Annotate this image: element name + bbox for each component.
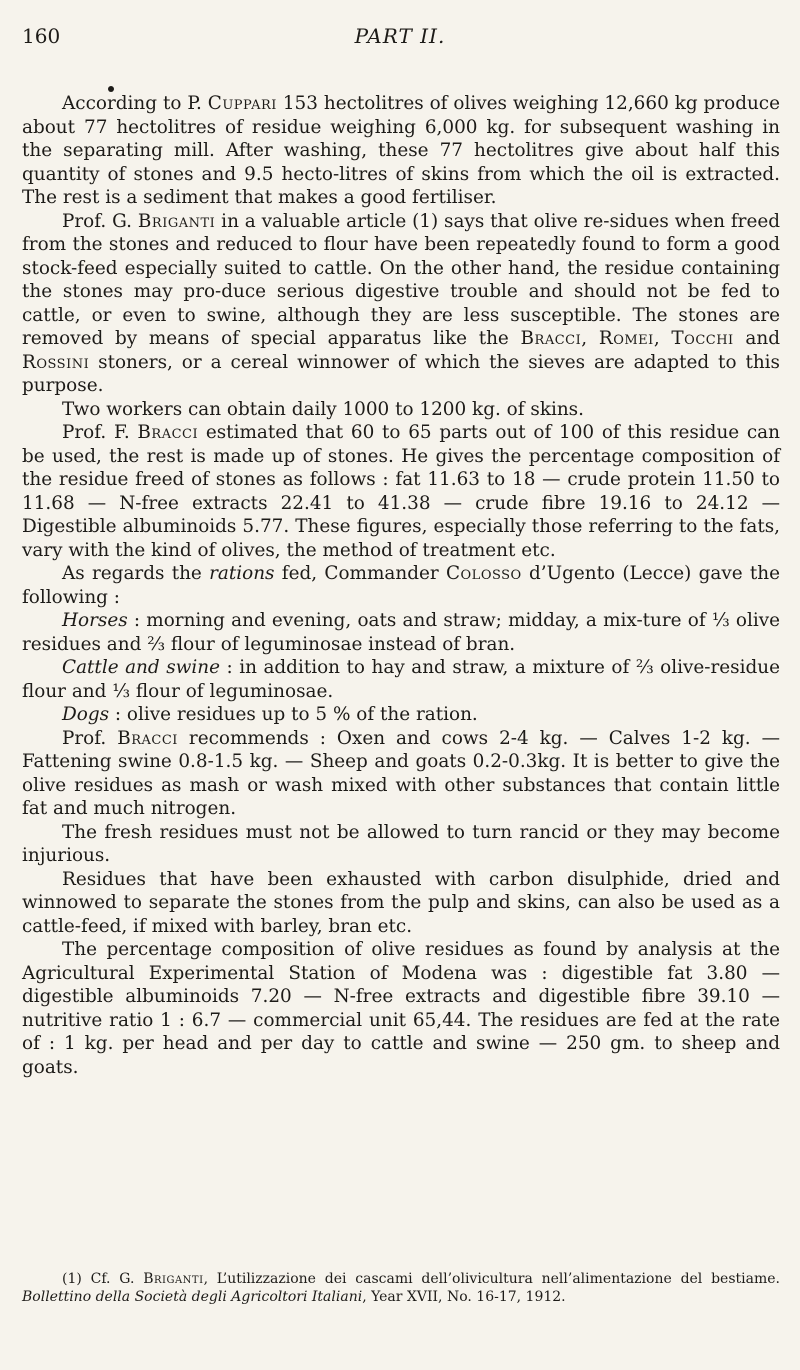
body-text: Dogs xyxy=(62,704,110,725)
body-text: Colosso xyxy=(445,563,522,584)
body-text: : in addition to hay and straw, a mixture of ⅔ olive-residue flour and ⅓ flour of leguminosae. xyxy=(22,657,780,702)
body-text: 153 hectolitres of olives weighing 12,660 kg produce about 77 hectolitres of residue weighing 6,000 kg. for subsequent washing in the separating mill. After washing, these 77 hectolitres give about half this quantity of stones and 9.5 hecto-litres of skins from which the oil is extracted. The rest is a sediment that makes a good fertiliser. xyxy=(22,93,780,208)
body-paragraph xyxy=(22,656,780,703)
body-paragraph xyxy=(22,938,780,1079)
body-text: , xyxy=(653,328,672,349)
body-text: Cattle and swine xyxy=(62,657,220,678)
page-header xyxy=(22,24,778,54)
body-paragraph xyxy=(22,421,780,562)
body-text: Two workers can obtain daily 1000 to 1200 kg. of skins. xyxy=(62,398,584,420)
body-text: Prof. xyxy=(62,727,118,749)
body-text: As regards the xyxy=(62,563,210,584)
page-number: 160 xyxy=(22,24,61,48)
body-text: , xyxy=(581,328,599,349)
body-text: Rossini xyxy=(22,351,90,373)
body-text: According to P. xyxy=(62,93,208,114)
body-text: in a valuable article (1) says that olive re-sidues when freed from the stones and reduced to flour have been repeatedly found to form a good stock-feed especially suited to cattle. On the other hand, the residue containing the stones may pro-duce serious digestive trouble and should not be fed to cattle, or even to swine, although they are less susceptible. The stones are removed by means of special apparatus like the xyxy=(22,210,780,349)
body-text: Prof. F. xyxy=(62,422,138,443)
body-text: Bracci xyxy=(520,328,582,349)
body-paragraph xyxy=(22,727,780,821)
footnote-text: , Year XVII, No. 16-17, 1912. xyxy=(362,1289,566,1305)
body-paragraph xyxy=(22,210,780,398)
body-paragraph xyxy=(22,868,780,939)
body-paragraph xyxy=(22,703,780,727)
body-text: d’Ugento (Lecce) gave the following : xyxy=(22,563,780,608)
body-text: Romei xyxy=(598,328,654,349)
body-text: Bracci xyxy=(137,422,199,443)
body-text: rations xyxy=(209,563,275,584)
body-text: fed, Commander xyxy=(274,563,446,584)
footnote-text: Briganti xyxy=(143,1271,204,1287)
footnote-text: (1) Cf. G. xyxy=(62,1271,144,1287)
footnotes xyxy=(22,1270,780,1306)
body-paragraph xyxy=(22,821,780,868)
body-text: Cuppari xyxy=(207,93,277,114)
footnote-text: Bollettino della Società degli Agricoltori Italiani xyxy=(22,1289,363,1305)
body-text: Bracci xyxy=(117,727,178,749)
body-text: : olive residues up to 5 % of the ration. xyxy=(109,704,478,725)
body-text: Horses xyxy=(62,610,128,631)
body-text: The percentage composition of olive residues as found by analysis at the Agricultural Experimental Station of Modena was : digestible fat 3.80 — digestible albuminoids 7.20 — N-free extracts and digestible fibre 39.10 — nutritive ratio 1 : 6.7 — commercial unit 65,44. The residues are fed at the rate of : 1 kg. per head and per day to cattle and swine — 250 gm. to sheep and goats. xyxy=(22,939,780,1078)
footnote-paragraph xyxy=(22,1270,780,1306)
footnote-text: , L’utilizzazione dei cascami dell’olivicultura nell’alimentazione del bestiame. xyxy=(203,1271,780,1287)
body-text: The fresh residues must not be allowed to turn rancid or they may become injurious. xyxy=(22,821,780,866)
body-text: recommends : Oxen and cows 2-4 kg. — Calves 1-2 kg. — Fattening swine 0.8-1.5 kg. — Sheep and goats 0.2-0.3kg. It is better to give the olive residues as mash or wash mixed with other substances that contain little fat and much nitrogen. xyxy=(22,727,780,819)
body-text: stoners, or a cereal winnower of which the sieves are adapted to this purpose. xyxy=(22,351,780,396)
body-paragraph xyxy=(22,609,780,656)
body-paragraph xyxy=(22,398,780,422)
body-text: Residues that have been exhausted with carbon disulphide, dried and winnowed to separate the stones from the pulp and skins, can also be used as a cattle-feed, if mixed with barley, bran etc. xyxy=(22,868,780,937)
body-paragraph xyxy=(22,92,780,210)
body-text: Prof. G. xyxy=(62,210,138,232)
body-text: Tocchi xyxy=(671,328,734,349)
body-text: : morning and evening, oats and straw; midday, a mix-ture of ⅓ olive residues and ⅔ flour of leguminosae instead of bran. xyxy=(22,610,780,655)
running-head: PART II. xyxy=(354,24,446,48)
body-paragraph xyxy=(22,562,780,609)
body-text: estimated that 60 to 65 parts out of 100 of this residue can be used, the rest is made up of stones. He gives the percentage composition of the residue freed of stones as follows : fat 11.63 to 18 — crude protein 11.50 to 11.68 — N-free extracts 22.41 to 41.38 — crude fibre 19.16 to 24.12 — Digestible albuminoids 5.77. These figures, especially those referring to the fats, vary with the kind of olives, the method of treatment etc. xyxy=(22,422,780,561)
body-text: Briganti xyxy=(137,210,216,232)
body-text: and xyxy=(733,328,780,349)
body-text xyxy=(22,92,780,1079)
